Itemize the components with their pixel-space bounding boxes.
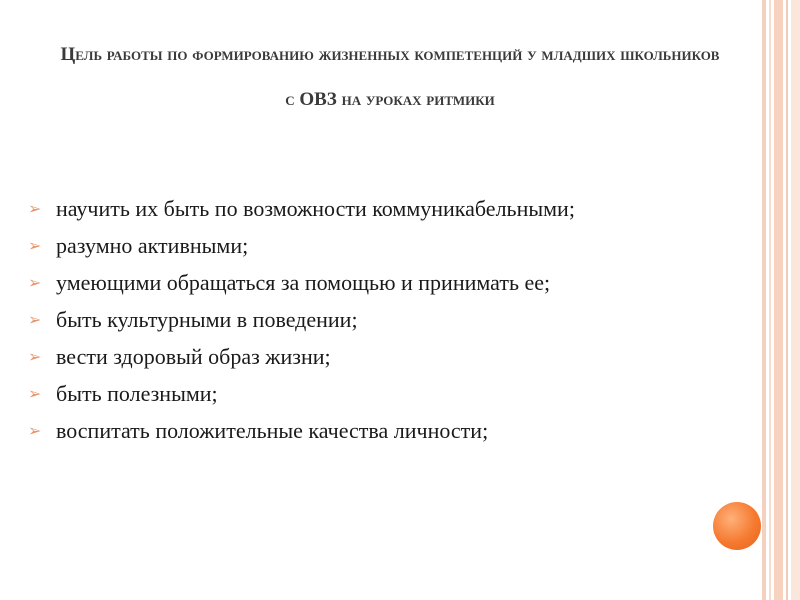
border-stripe (791, 0, 800, 600)
bullet-text: разумно активными; (56, 233, 249, 258)
bullet-text: вести здоровый образ жизни; (56, 344, 331, 369)
bullet-item (28, 268, 728, 298)
bullet-item (28, 416, 728, 446)
arrowhead-bullet-icon: ➢ (28, 310, 42, 329)
bullet-item (28, 194, 728, 224)
arrowhead-bullet-icon: ➢ (28, 347, 42, 366)
bullet-item (28, 231, 728, 261)
bullet-item (28, 305, 728, 335)
orange-circle-decoration (713, 502, 761, 550)
bullet-text: воспитать положительные качества личности; (56, 418, 489, 443)
arrowhead-bullet-icon: ➢ (28, 421, 42, 440)
arrowhead-bullet-icon: ➢ (28, 273, 42, 292)
bullet-item (28, 342, 728, 372)
border-stripe (774, 0, 783, 600)
bullet-item (28, 379, 728, 409)
slide-title: Цель работы по формированию жизненных компетенций у младших школьников с ОВЗ на уроках ритмики (60, 44, 720, 110)
bullet-text: быть культурными в поведении; (56, 307, 358, 332)
arrowhead-bullet-icon: ➢ (28, 199, 42, 218)
bullet-text: умеющими обращаться за помощью и принимать ее; (56, 270, 551, 295)
bullet-text: быть полезными; (56, 381, 218, 406)
border-stripe (762, 0, 766, 600)
bullet-text: научить их быть по возможности коммуникабельными; (56, 196, 575, 221)
arrowhead-bullet-icon: ➢ (28, 384, 42, 403)
border-stripe (786, 0, 788, 600)
border-stripe (769, 0, 771, 600)
arrowhead-bullet-icon: ➢ (28, 236, 42, 255)
bullet-list (28, 194, 728, 453)
